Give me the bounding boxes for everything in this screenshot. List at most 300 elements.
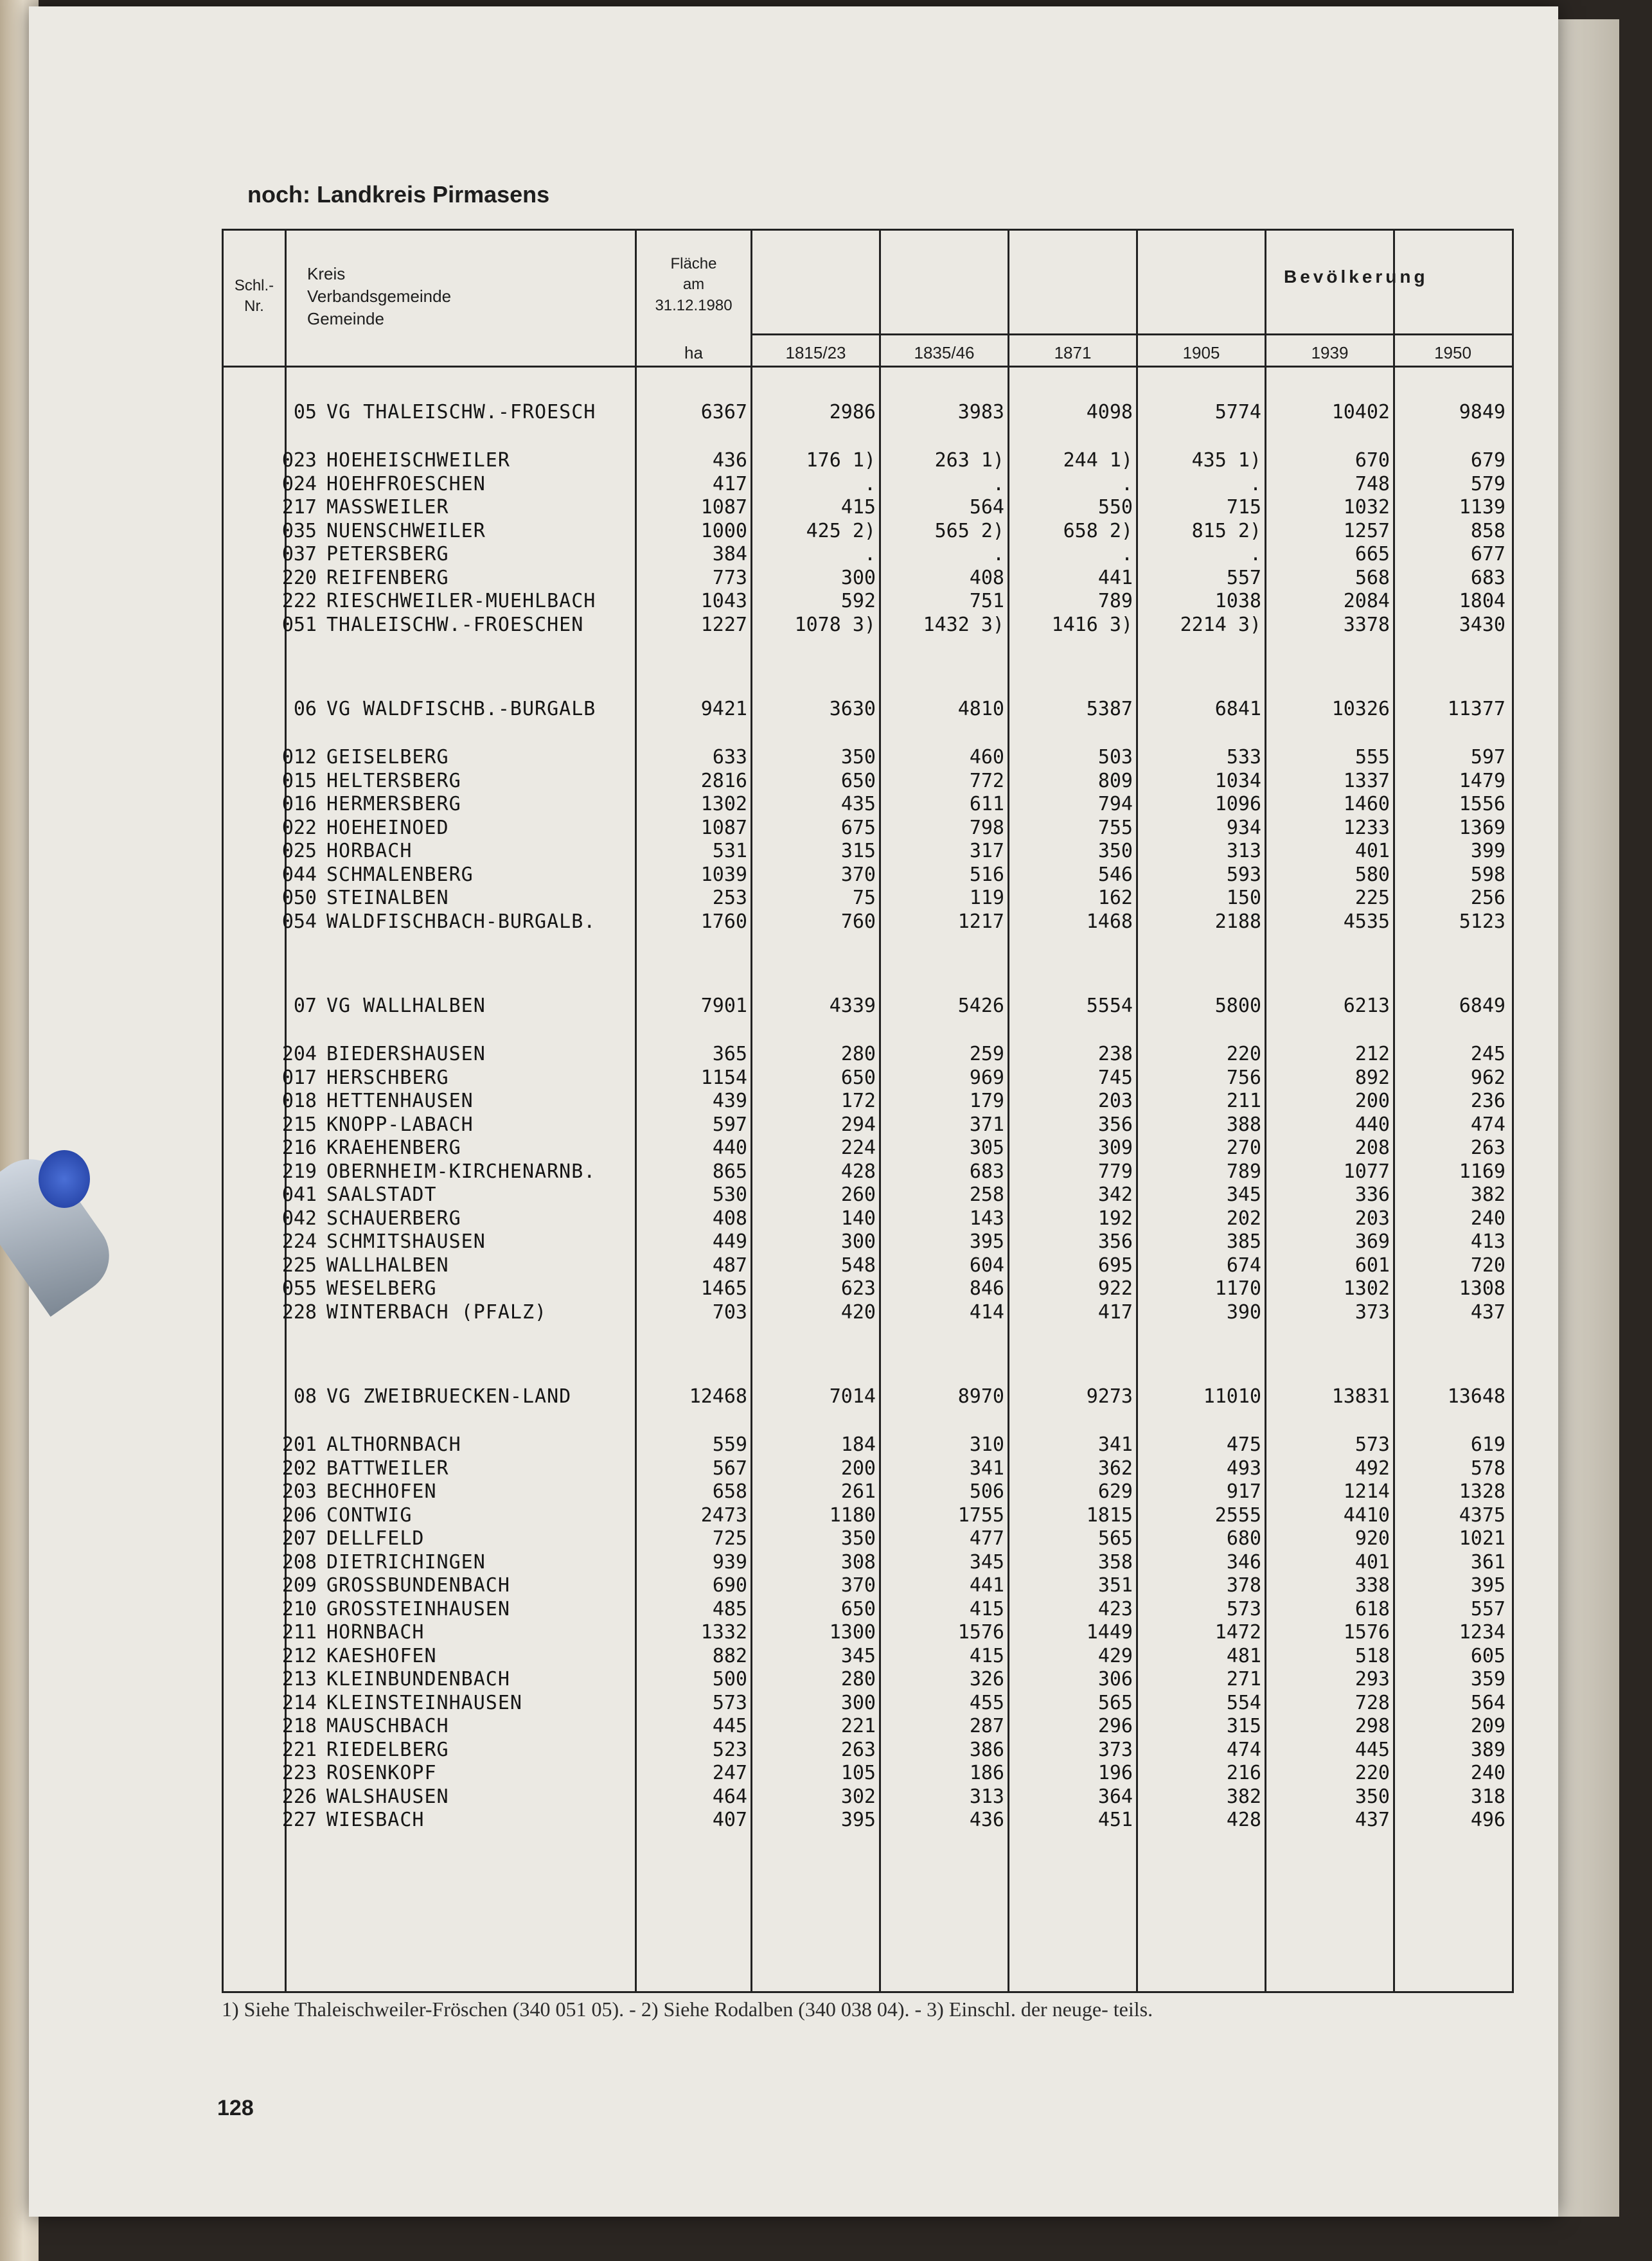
cell-name: HORBACH (326, 840, 413, 862)
cell-y1835: 345 (969, 1550, 1004, 1574)
cell-nr: 217 (281, 496, 317, 519)
table-row (224, 1621, 1512, 1644)
cell-y1835: 4810 (957, 698, 1004, 720)
cell-y1835: 326 (969, 1668, 1004, 1690)
cell-ha: 658 (712, 1480, 747, 1503)
cell-y1939: 445 (1354, 1738, 1390, 1761)
table-row (224, 770, 1512, 793)
page-heading: noch: Landkreis Pirmasens (247, 181, 550, 208)
cell-y1950: 858 (1470, 519, 1505, 542)
cell-y1950: 209 (1470, 1715, 1505, 1737)
cell-nr: 07 (293, 995, 317, 1017)
cell-y1950: 13648 (1447, 1385, 1505, 1408)
cell-name: BATTWEILER (326, 1457, 449, 1480)
cell-name: ROSENKOPF (326, 1762, 437, 1784)
cell-nr: 218 (281, 1715, 317, 1737)
cell-y1905: 378 (1226, 1574, 1261, 1597)
cell-y1939: 618 (1354, 1597, 1390, 1620)
cell-nr: 228 (281, 1300, 317, 1324)
table-row (224, 1574, 1512, 1597)
cell-y1835: 751 (969, 590, 1004, 612)
cell-y1905: 789 (1226, 1160, 1261, 1183)
cell-y1871: 356 (1097, 1113, 1133, 1136)
cell-y1939: 4535 (1343, 910, 1390, 933)
cell-y1835: 564 (969, 496, 1004, 519)
header-area-line-3: 31.12.1980 (655, 296, 733, 314)
cell-y1939: 212 (1354, 1043, 1390, 1065)
cell-y1939: 1257 (1343, 519, 1390, 542)
page-stack-edge (1555, 19, 1619, 2217)
cell-ha: 445 (712, 1715, 747, 1737)
cell-name: HORNBACH (326, 1621, 425, 1644)
cell-ha: 633 (712, 746, 747, 768)
cell-name: WIESBACH (326, 1809, 425, 1831)
cell-ha: 1332 (700, 1621, 747, 1644)
cell-y1871: . (1121, 472, 1133, 495)
cell-y1905: 2188 (1214, 910, 1261, 933)
cell-y1835: 415 (969, 1644, 1004, 1667)
cell-ha: 1154 (700, 1066, 747, 1089)
cell-nr: 054 (281, 910, 317, 933)
table-row (224, 1645, 1512, 1668)
cell-y1950: 318 (1470, 1785, 1505, 1808)
cell-y1871: 1468 (1086, 910, 1133, 933)
header-area-line-2: am (682, 276, 705, 294)
header-year-1950: 1950 (1434, 343, 1471, 362)
cell-nr: 209 (281, 1574, 317, 1597)
cell-y1939: 1337 (1343, 769, 1390, 792)
header-year-1939: 1939 (1311, 343, 1349, 362)
table-row (224, 1504, 1512, 1527)
cell-name: THALEISCHW.-FROESCHEN (326, 613, 584, 636)
cell-y1815: 370 (840, 1574, 876, 1597)
cell-y1905: 2555 (1214, 1503, 1261, 1527)
cell-y1939: 1233 (1343, 816, 1390, 839)
cell-nr: 219 (281, 1160, 317, 1183)
cell-y1905: 6841 (1214, 698, 1261, 720)
cell-y1905: 493 (1226, 1457, 1261, 1480)
cell-y1939: 1460 (1343, 793, 1390, 815)
cell-y1950: 496 (1470, 1809, 1505, 1831)
cell-y1835: . (992, 472, 1004, 495)
cell-y1950: 359 (1470, 1668, 1505, 1690)
cell-y1815: 75 (852, 887, 876, 909)
cell-y1815: 260 (840, 1184, 876, 1206)
cell-y1815: 302 (840, 1785, 876, 1808)
cell-name: KAESHOFEN (326, 1644, 437, 1667)
cell-name: WALLHALBEN (326, 1254, 449, 1277)
cell-y1905: 382 (1226, 1785, 1261, 1808)
cell-y1939: 2084 (1343, 590, 1390, 612)
cell-y1939: 440 (1354, 1113, 1390, 1136)
cell-y1939: 920 (1354, 1527, 1390, 1550)
cell-y1905: 270 (1226, 1137, 1261, 1159)
cell-y1939: 437 (1354, 1809, 1390, 1831)
cell-y1905: . (1249, 472, 1261, 495)
cell-y1950: 240 (1470, 1207, 1505, 1230)
cell-y1950: 5123 (1459, 910, 1505, 933)
cell-y1815: 395 (840, 1809, 876, 1831)
cell-y1905: 388 (1226, 1113, 1261, 1136)
cell-ha: 773 (712, 566, 747, 589)
cell-y1950: 683 (1470, 566, 1505, 589)
cell-y1815: 428 (840, 1160, 876, 1183)
cell-nr: 206 (281, 1503, 317, 1527)
cell-y1905: 5800 (1214, 995, 1261, 1017)
cell-y1939: 748 (1354, 472, 1390, 495)
cell-y1871: 423 (1097, 1597, 1133, 1620)
cell-y1835: 143 (969, 1207, 1004, 1230)
cell-y1871: 309 (1097, 1137, 1133, 1159)
cell-y1871: 358 (1097, 1550, 1133, 1574)
cell-y1815: 675 (840, 816, 876, 839)
cell-y1835: 408 (969, 566, 1004, 589)
cell-nr: 023 (281, 449, 317, 472)
cell-y1871: 922 (1097, 1277, 1133, 1300)
cell-y1835: 3983 (957, 401, 1004, 423)
table-row (224, 1043, 1512, 1066)
cell-ha: 449 (712, 1230, 747, 1253)
cell-y1939: 601 (1354, 1254, 1390, 1277)
cell-ha: 597 (712, 1113, 747, 1136)
cell-ha: 1465 (700, 1277, 747, 1300)
cell-y1950: 679 (1470, 449, 1505, 472)
cell-y1835: 516 (969, 863, 1004, 886)
cell-y1871: 695 (1097, 1254, 1133, 1277)
header-name-line-2: Verbandsgemeinde (307, 287, 452, 306)
cell-y1815: 140 (840, 1207, 876, 1230)
cell-y1871: 196 (1097, 1762, 1133, 1784)
cell-y1905: 11010 (1203, 1385, 1261, 1408)
cell-y1939: 1077 (1343, 1160, 1390, 1183)
header-population: Bevölkerung (1284, 267, 1428, 287)
cell-y1815: 4339 (829, 995, 876, 1017)
cell-y1905: 315 (1226, 1715, 1261, 1737)
table-row (224, 1184, 1512, 1207)
cell-y1835: 441 (969, 1574, 1004, 1597)
table-row (224, 1254, 1512, 1277)
cell-name: KLEINBUNDENBACH (326, 1668, 510, 1690)
cell-y1815: 650 (840, 1597, 876, 1620)
cell-ha: 365 (712, 1043, 747, 1065)
cell-y1815: 345 (840, 1644, 876, 1667)
cell-y1815: 105 (840, 1762, 876, 1784)
cell-y1815: 420 (840, 1300, 876, 1324)
cell-y1815: 200 (840, 1457, 876, 1480)
cell-y1950: 1804 (1459, 590, 1505, 612)
cell-y1815: 1078 3) (794, 613, 876, 636)
cell-nr: 226 (281, 1785, 317, 1808)
cell-y1835: 186 (969, 1762, 1004, 1784)
cell-y1835: 310 (969, 1433, 1004, 1456)
cell-ha: 500 (712, 1668, 747, 1690)
cell-y1835: 179 (969, 1090, 1004, 1112)
cell-y1815: 221 (840, 1715, 876, 1737)
cell-y1871: 1815 (1086, 1503, 1133, 1527)
cell-y1939: 1032 (1343, 496, 1390, 519)
cell-y1950: 720 (1470, 1254, 1505, 1277)
cell-name: WALSHAUSEN (326, 1785, 449, 1808)
cell-y1815: 263 (840, 1738, 876, 1761)
cell-ha: 9421 (700, 698, 747, 720)
cell-y1835: 846 (969, 1277, 1004, 1300)
cell-y1905: 2214 3) (1180, 613, 1261, 636)
cell-nr: 201 (281, 1433, 317, 1456)
cell-nr: 203 (281, 1480, 317, 1503)
cell-y1905: 481 (1226, 1644, 1261, 1667)
cell-y1905: 815 2) (1191, 519, 1261, 542)
header-area-unit: ha (684, 343, 703, 362)
cell-y1939: 220 (1354, 1762, 1390, 1784)
cell-y1815: 172 (840, 1090, 876, 1112)
cell-y1939: 568 (1354, 566, 1390, 589)
cell-nr: 042 (281, 1207, 317, 1230)
cell-y1835: 969 (969, 1066, 1004, 1089)
cell-y1905: 1472 (1214, 1621, 1261, 1644)
table-row (224, 1090, 1512, 1113)
table-row (224, 1809, 1512, 1832)
cell-y1871: 342 (1097, 1184, 1133, 1206)
cell-ha: 530 (712, 1184, 747, 1206)
cell-y1905: 345 (1226, 1184, 1261, 1206)
cell-y1835: 1755 (957, 1503, 1004, 1527)
header-area-line-1: Fläche (670, 255, 717, 272)
cell-ha: 559 (712, 1433, 747, 1456)
cell-name: BECHHOFEN (326, 1480, 437, 1503)
cell-y1905: 313 (1226, 840, 1261, 862)
table-row (224, 1551, 1512, 1574)
cell-y1815: 425 2) (806, 519, 876, 542)
cell-ha: 1039 (700, 863, 747, 886)
cell-y1815: 650 (840, 1066, 876, 1089)
cell-ha: 1087 (700, 816, 747, 839)
cell-y1939: 338 (1354, 1574, 1390, 1597)
cell-y1871: 550 (1097, 496, 1133, 519)
table-row (224, 1137, 1512, 1160)
cell-y1939: 10326 (1331, 698, 1390, 720)
table-row (224, 746, 1512, 769)
cell-name: VG WALDFISCHB.-BURGALB (326, 698, 596, 720)
cell-y1815: 308 (840, 1550, 876, 1574)
cell-nr: 012 (281, 746, 317, 768)
cell-y1905: . (1249, 543, 1261, 565)
cell-name: WALDFISCHBACH-BURGALB. (326, 910, 596, 933)
cell-y1871: 351 (1097, 1574, 1133, 1597)
cell-y1950: 1169 (1459, 1160, 1505, 1183)
cell-y1905: 1034 (1214, 769, 1261, 792)
cell-y1815: 280 (840, 1043, 876, 1065)
cell-y1835: 506 (969, 1480, 1004, 1503)
cell-name: HETTENHAUSEN (326, 1090, 474, 1112)
table-row (224, 817, 1512, 840)
cell-name: GEISELBERG (326, 746, 449, 768)
cell-y1950: 598 (1470, 863, 1505, 886)
cell-y1939: 1214 (1343, 1480, 1390, 1503)
cell-y1835: 1576 (957, 1621, 1004, 1644)
cell-y1871: 1449 (1086, 1621, 1133, 1644)
cell-y1835: 414 (969, 1300, 1004, 1324)
cell-y1905: 557 (1226, 566, 1261, 589)
cell-name: HERSCHBERG (326, 1066, 449, 1089)
cell-y1871: 9273 (1086, 1385, 1133, 1408)
cell-y1835: 258 (969, 1184, 1004, 1206)
cell-y1950: 677 (1470, 543, 1505, 565)
cell-y1815: 261 (840, 1480, 876, 1503)
table-row (224, 1457, 1512, 1480)
cell-y1871: 417 (1097, 1300, 1133, 1324)
cell-y1905: 216 (1226, 1762, 1261, 1784)
cell-ha: 2816 (700, 769, 747, 792)
cell-name: VG WALLHALBEN (326, 995, 486, 1017)
cell-y1950: 619 (1470, 1433, 1505, 1456)
cell-ha: 7901 (700, 995, 747, 1017)
cell-y1939: 892 (1354, 1066, 1390, 1089)
cell-y1871: 429 (1097, 1644, 1133, 1667)
cell-nr: 215 (281, 1113, 317, 1136)
cell-nr: 227 (281, 1809, 317, 1831)
cell-y1871: 296 (1097, 1715, 1133, 1737)
cell-y1950: 413 (1470, 1230, 1505, 1253)
cell-y1871: 4098 (1086, 401, 1133, 423)
page-number: 128 (217, 2096, 254, 2120)
cell-nr: 208 (281, 1550, 317, 1574)
cell-y1815: 184 (840, 1433, 876, 1456)
cell-y1835: 460 (969, 746, 1004, 768)
cell-y1939: 10402 (1331, 401, 1390, 423)
cell-y1871: 364 (1097, 1785, 1133, 1808)
cell-y1871: 203 (1097, 1090, 1133, 1112)
cell-y1871: 373 (1097, 1738, 1133, 1761)
cell-y1950: 11377 (1447, 698, 1505, 720)
population-table (222, 229, 1514, 1993)
cell-nr: 018 (281, 1090, 317, 1112)
cell-y1835: 287 (969, 1715, 1004, 1737)
cell-y1871: 779 (1097, 1160, 1133, 1183)
cell-y1950: 1328 (1459, 1480, 1505, 1503)
cell-nr: 055 (281, 1277, 317, 1300)
cell-y1871: 350 (1097, 840, 1133, 862)
cell-nr: 216 (281, 1137, 317, 1159)
cell-y1939: 573 (1354, 1433, 1390, 1456)
cell-y1905: 475 (1226, 1433, 1261, 1456)
cell-ha: 384 (712, 543, 747, 565)
cell-y1835: 798 (969, 816, 1004, 839)
rule-header-mid (751, 333, 1512, 335)
cell-y1950: 1308 (1459, 1277, 1505, 1300)
cell-name: KRAEHENBERG (326, 1137, 461, 1159)
cell-y1835: 611 (969, 793, 1004, 815)
cell-y1871: . (1121, 543, 1133, 565)
cell-nr: 224 (281, 1230, 317, 1253)
cell-ha: 247 (712, 1762, 747, 1784)
cell-y1950: 361 (1470, 1550, 1505, 1574)
cell-y1835: 119 (969, 887, 1004, 909)
cell-nr: 223 (281, 1762, 317, 1784)
cell-y1871: 162 (1097, 887, 1133, 909)
cell-y1871: 238 (1097, 1043, 1133, 1065)
table-row (224, 1301, 1512, 1324)
cell-y1950: 578 (1470, 1457, 1505, 1480)
cell-y1835: 305 (969, 1137, 1004, 1159)
cell-y1905: 554 (1226, 1691, 1261, 1714)
cell-y1815: . (864, 543, 876, 565)
header-area (637, 254, 751, 316)
cell-y1835: . (992, 543, 1004, 565)
cell-y1939: 1576 (1343, 1621, 1390, 1644)
cell-y1939: 350 (1354, 1785, 1390, 1808)
cell-y1815: 1300 (829, 1621, 876, 1644)
cell-y1905: 474 (1226, 1738, 1261, 1761)
cell-name: KLEINSTEINHAUSEN (326, 1691, 522, 1714)
cell-name: MAUSCHBACH (326, 1715, 449, 1737)
cell-name: RIEDELBERG (326, 1738, 449, 1761)
group-row (224, 995, 1512, 1018)
cell-ha: 865 (712, 1160, 747, 1183)
cell-y1905: 573 (1226, 1597, 1261, 1620)
cell-y1815: 176 1) (806, 449, 876, 472)
cell-y1815: 370 (840, 863, 876, 886)
table-row (224, 1715, 1512, 1738)
cell-y1815: 300 (840, 566, 876, 589)
cell-y1950: 263 (1470, 1137, 1505, 1159)
cell-y1950: 3430 (1459, 613, 1505, 636)
table-row (224, 1207, 1512, 1230)
cell-y1905: 1170 (1214, 1277, 1261, 1300)
cell-y1939: 401 (1354, 840, 1390, 862)
cell-name: NUENSCHWEILER (326, 519, 486, 542)
cell-y1835: 263 1) (934, 449, 1004, 472)
cell-name: STEINALBEN (326, 887, 449, 909)
cell-name: HOEHEINOED (326, 816, 449, 839)
cell-ha: 253 (712, 887, 747, 909)
cell-nr: 044 (281, 863, 317, 886)
cell-y1815: 280 (840, 1668, 876, 1690)
cell-nr: 035 (281, 519, 317, 542)
cell-ha: 531 (712, 840, 747, 862)
cell-name: HERMERSBERG (326, 793, 461, 815)
cell-y1871: 745 (1097, 1066, 1133, 1089)
cell-name: ALTHORNBACH (326, 1433, 461, 1456)
table-row (224, 1527, 1512, 1550)
cell-y1835: 395 (969, 1230, 1004, 1253)
cell-ha: 1087 (700, 496, 747, 519)
cell-ha: 440 (712, 1137, 747, 1159)
table-row (224, 1433, 1512, 1457)
cell-y1835: 683 (969, 1160, 1004, 1183)
cell-ha: 436 (712, 449, 747, 472)
cell-ha: 882 (712, 1644, 747, 1667)
table-row (224, 864, 1512, 887)
cell-y1871: 658 2) (1063, 519, 1133, 542)
cell-y1905: 390 (1226, 1300, 1261, 1324)
cell-nr: 05 (293, 401, 317, 423)
header-name (307, 263, 564, 330)
cell-y1835: 1217 (957, 910, 1004, 933)
cell-y1905: 934 (1226, 816, 1261, 839)
cell-y1950: 605 (1470, 1644, 1505, 1667)
cell-y1950: 437 (1470, 1300, 1505, 1324)
cell-y1835: 259 (969, 1043, 1004, 1065)
cell-y1835: 313 (969, 1785, 1004, 1808)
cell-nr: 222 (281, 590, 317, 612)
cell-y1871: 629 (1097, 1480, 1133, 1503)
cell-y1815: 294 (840, 1113, 876, 1136)
cell-y1871: 362 (1097, 1457, 1133, 1480)
cell-y1939: 1302 (1343, 1277, 1390, 1300)
cell-ha: 523 (712, 1738, 747, 1761)
table-row (224, 793, 1512, 816)
cell-nr: 220 (281, 566, 317, 589)
